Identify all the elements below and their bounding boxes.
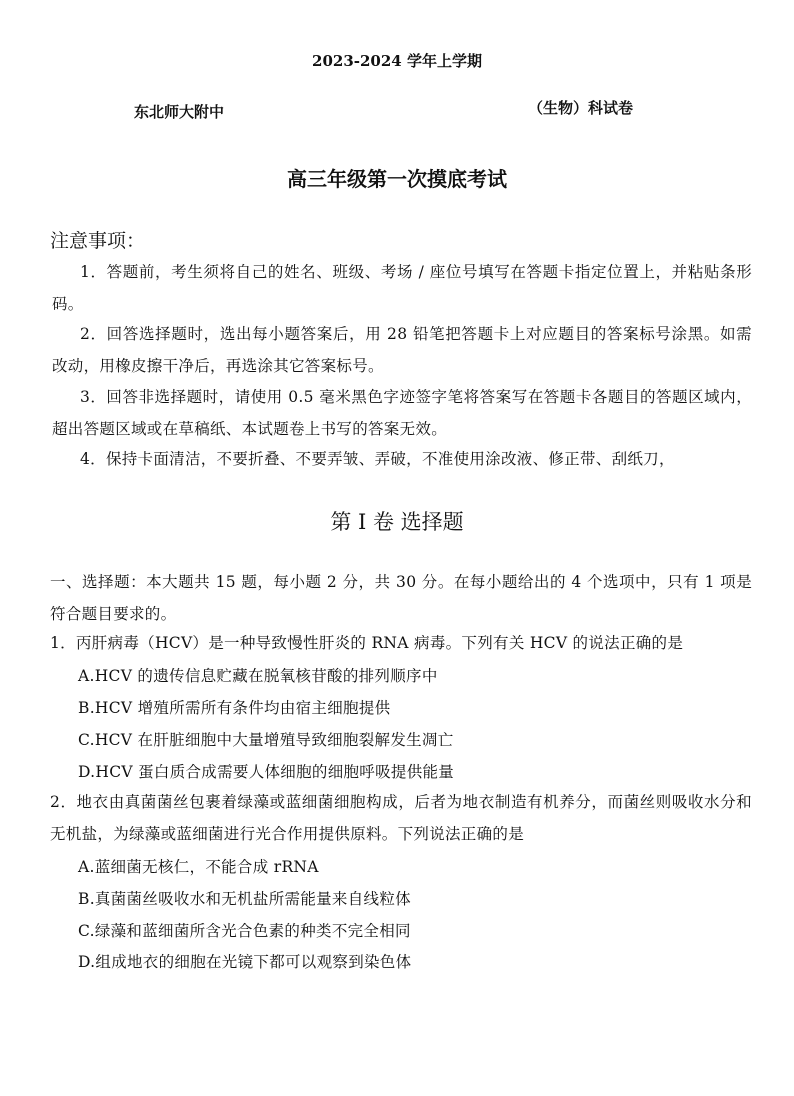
notice-item-2: 2．回答选择题时，选出每小题答案后，用 28 铅笔把答题卡上对应题目的答案标号涂黑。如需改动，用橡皮擦干净后，再选涂其它答案标号。 bbox=[52, 325, 752, 375]
term-label: 2023-2024 学年上学期 bbox=[312, 52, 482, 70]
question-2-option-a: A.蓝细菌无核仁，不能合成 rRNA bbox=[78, 858, 319, 876]
question-1-option-c: C.HCV 在肝脏细胞中大量增殖导致细胞裂解发生凋亡 bbox=[78, 731, 454, 749]
question-2-option-b: B.真菌菌丝吸收水和无机盐所需能量来自线粒体 bbox=[78, 890, 411, 908]
notice-item-3: 3．回答非选择题时，请使用 0.5 毫米黑色字迹签字笔将答案写在答题卡各题目的答题区域内，超出答题区域或在草稿纸、本试题卷上书写的答案无效。 bbox=[52, 388, 752, 438]
question-2-stem: 2．地衣由真菌菌丝包裹着绿藻或蓝细菌细胞构成，后者为地衣制造有机养分，而菌丝则吸收水分和无机盐，为绿藻或蓝细菌进行光合作用提供原料。下列说法正确的是 bbox=[50, 793, 752, 843]
question-1-option-d: D.HCV 蛋白质合成需要人体细胞的细胞呼吸提供能量 bbox=[78, 763, 455, 781]
question-1-stem: 1．丙肝病毒（HCV）是一种导致慢性肝炎的 RNA 病毒。下列有关 HCV 的说法正确的是 bbox=[50, 634, 684, 652]
question-2-option-c: C.绿藻和蓝细菌所含光合色素的种类不完全相同 bbox=[78, 922, 411, 940]
subject-label: （生物）科试卷 bbox=[528, 99, 634, 117]
notice-item-4: 4．保持卡面清洁，不要折叠、不要弄皱、弄破，不准使用涂改液、修正带、刮纸刀， bbox=[80, 450, 675, 468]
notice-title: 注意事项： bbox=[50, 230, 146, 252]
section-intro: 一、选择题：本大题共 15 题，每小题 2 分，共 30 分。在每小题给出的 4 个选项中，只有 1 项是符合题目要求的。 bbox=[50, 573, 752, 623]
section-title: 第 I 卷 选择题 bbox=[330, 510, 464, 534]
question-2-option-d: D.组成地衣的细胞在光镜下都可以观察到染色体 bbox=[78, 953, 412, 971]
exam-title: 高三年级第一次摸底考试 bbox=[287, 167, 507, 191]
school-name: 东北师大附中 bbox=[134, 103, 225, 121]
question-1-option-b: B.HCV 增殖所需所有条件均由宿主细胞提供 bbox=[78, 699, 391, 717]
notice-item-1: 1．答题前，考生须将自己的姓名、班级、考场 / 座位号填写在答题卡指定位置上，并粘贴条形码。 bbox=[52, 263, 752, 313]
question-1-option-a: A.HCV 的遗传信息贮藏在脱氧核苷酸的排列顺序中 bbox=[78, 667, 438, 685]
